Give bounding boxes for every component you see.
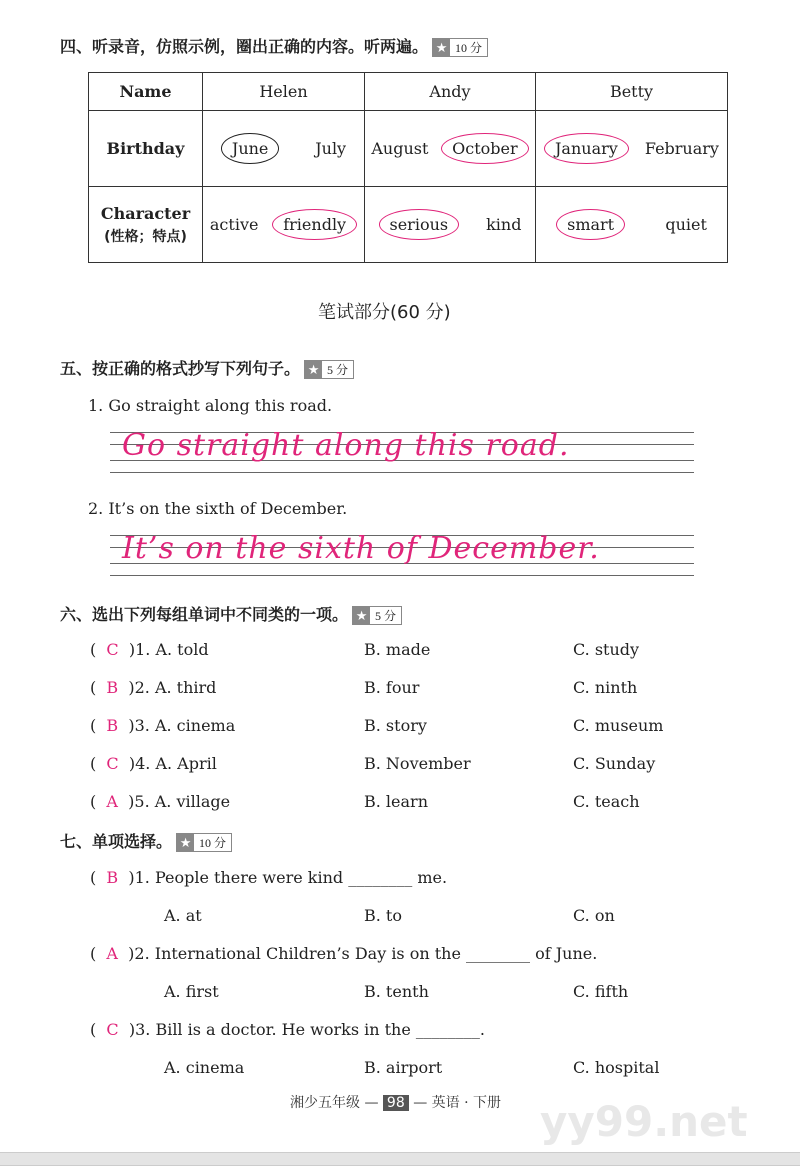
option-b: B. to xyxy=(364,906,402,925)
option-a: )3. A. cinema xyxy=(128,716,236,735)
handwritten-answer-1[interactable]: Go straight along this road. xyxy=(122,428,570,463)
option[interactable]: kind xyxy=(486,215,522,234)
row-label-character-cn: (性格；特点) xyxy=(104,229,187,246)
option-c: C. fifth xyxy=(573,982,629,1001)
option-circled[interactable]: serious xyxy=(379,209,460,240)
row-label-birthday: Birthday xyxy=(89,111,203,187)
header-name: Name xyxy=(89,73,203,111)
option-b: B. learn xyxy=(364,792,429,811)
section4-heading xyxy=(60,34,488,57)
written-part-title: 笔试部分(60 分) xyxy=(318,302,451,323)
star-icon: ★ xyxy=(305,361,322,378)
option-b: B. tenth xyxy=(364,982,429,1001)
option-a: )4. A. April xyxy=(128,754,217,773)
option[interactable]: quiet xyxy=(665,215,707,234)
option-a: )1. A. told xyxy=(128,640,209,659)
header-helen: Helen xyxy=(203,73,365,111)
option-c: C. on xyxy=(573,906,615,925)
answer[interactable]: A xyxy=(106,944,118,963)
handwritten-answer-2[interactable]: It’s on the sixth of December. xyxy=(122,531,600,566)
answer[interactable]: B xyxy=(106,868,119,887)
star-icon: ★ xyxy=(177,834,194,851)
points-badge: ★ 5 分 xyxy=(304,360,354,379)
option-circled[interactable]: smart xyxy=(556,209,625,240)
copy-prompt-2: 2. It’s on the sixth of December. xyxy=(88,499,348,518)
question-text: )2. International Children’s Day is on the ________ of June. xyxy=(128,944,598,963)
section5-heading: 五、按正确的格式抄写下列句子。 ★ 5 分 xyxy=(60,356,354,379)
points-badge: ★ 10 分 xyxy=(176,833,232,852)
points-badge: ★ 5 分 xyxy=(352,606,402,625)
section6-heading: 六、选出下列每组单词中不同类的一项。 ★ 5 分 xyxy=(60,602,402,625)
page-footer: 湘少五年级 — 98 — 英语 · 下册 xyxy=(290,1095,501,1111)
option-a: )2. A. third xyxy=(128,678,217,697)
option[interactable]: active xyxy=(209,215,259,234)
answer[interactable]: B xyxy=(106,716,119,735)
question-text: )1. People there were kind ________ me. xyxy=(128,868,448,887)
option-a: A. at xyxy=(164,906,202,925)
question-text: )3. Bill is a doctor. He works in the ________. xyxy=(128,1020,485,1039)
section4-title: 四、听录音，仿照示例，圈出正确的内容。听两遍。 xyxy=(60,37,429,56)
option-c: C. hospital xyxy=(573,1058,660,1077)
option[interactable]: February xyxy=(644,139,719,158)
star-icon: ★ xyxy=(353,607,370,624)
option-b: B. airport xyxy=(364,1058,443,1077)
option-a: A. cinema xyxy=(164,1058,245,1077)
answer[interactable]: C xyxy=(106,754,119,773)
option-c: C. teach xyxy=(573,792,640,811)
header-betty: Betty xyxy=(536,73,728,111)
copy-prompt-1: 1. Go straight along this road. xyxy=(88,396,333,415)
answer[interactable]: A xyxy=(106,792,118,811)
option-c: C. museum xyxy=(573,716,664,735)
option[interactable]: July xyxy=(315,139,347,158)
option-c: C. study xyxy=(573,640,640,659)
section7-heading: 七、单项选择。 ★ 10 分 xyxy=(60,829,232,852)
option-circled[interactable]: friendly xyxy=(272,209,357,240)
option-b: B. four xyxy=(364,678,420,697)
option[interactable]: August xyxy=(371,139,429,158)
option-c: C. ninth xyxy=(573,678,638,697)
page-separator xyxy=(0,1152,800,1166)
birthday-character-table xyxy=(88,72,728,263)
star-icon: ★ xyxy=(433,39,450,56)
points-badge: ★ 10 分 xyxy=(432,38,488,57)
option-c: C. Sunday xyxy=(573,754,656,773)
option-b: B. made xyxy=(364,640,431,659)
option-a: A. first xyxy=(164,982,219,1001)
answer[interactable]: C xyxy=(106,1020,119,1039)
option-b: B. November xyxy=(364,754,471,773)
header-andy: Andy xyxy=(365,73,536,111)
answer[interactable]: C xyxy=(106,640,119,659)
answer[interactable]: B xyxy=(106,678,119,697)
option-b: B. story xyxy=(364,716,427,735)
page-number: 98 xyxy=(383,1095,409,1111)
option-circled[interactable]: January xyxy=(544,133,629,164)
option-circled[interactable]: June xyxy=(221,133,280,164)
watermark: yy99.net xyxy=(540,1097,748,1146)
option-circled[interactable]: October xyxy=(441,133,529,164)
row-label-character: Character xyxy=(100,203,191,223)
option-a: )5. A. village xyxy=(128,792,231,811)
